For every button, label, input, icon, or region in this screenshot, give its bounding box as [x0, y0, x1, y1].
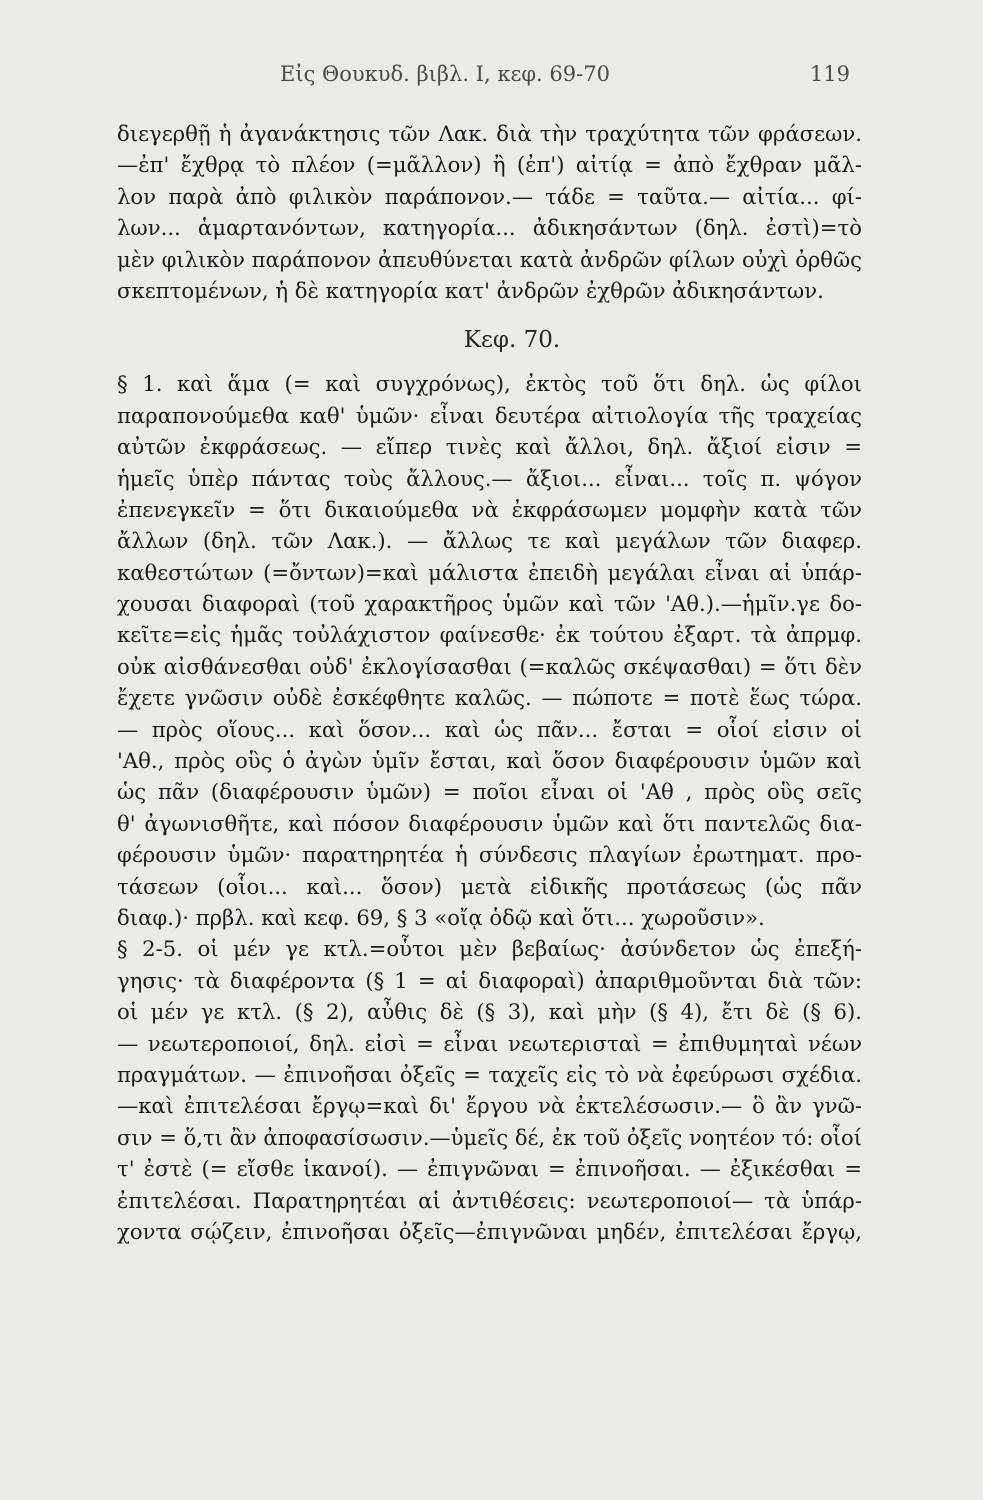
chapter-heading: Κεφ. 70. [463, 327, 561, 354]
text-line: — νεωτεροποιοί, δηλ. εἰσὶ = εἶναι νεωτερισταὶ = ἐπιθυμηταὶ νέων [117, 1030, 862, 1056]
text-line: γησις· τὰ διαφέροντα (§ 1 = αἱ διαφοραὶ) ἀπαριθμοῦνται διὰ τῶν: [117, 967, 862, 993]
text-line: ἔχετε γνῶσιν οὐδὲ ἐσκέφθητε καλῶς. — πώποτε = ποτὲ ἕως τώρα. [117, 685, 862, 711]
text-line: λων... ἁμαρτανόντων, κατηγορία... ἀδικησάντων (δηλ. ἐστὶ)=τὸ [117, 215, 862, 241]
text-line: τάσεων (οἷοι... καὶ... ὅσον) μετὰ εἰδικῆς προτάσεως (ὡς πᾶν [117, 873, 862, 899]
text-line: χουσαι διαφοραὶ (τοῦ χαρακτῆρος ὑμῶν καὶ τῶν 'Αθ.).—ἡμῖν.γε δο- [117, 591, 862, 617]
text-line: ἐπιτελέσαι. Παρατηρητέαι αἱ ἀντιθέσεις: νεωτεροποιοί— τὰ ὑπάρ- [117, 1187, 862, 1213]
text-line: ἐπενεγκεῖν = ὅτι δικαιούμεθα νὰ ἐκφράσωμεν μομφὴν κατὰ τῶν [117, 496, 862, 522]
text-line: § 2-5. οἱ μέν γε κτλ.=οὗτοι μὲν βεβαίως· ἀσύνδετον ὡς ἐπεξή- [117, 936, 862, 962]
text-line: μὲν φιλικὸν παράπονον ἀπευθύνεται κατὰ ἀνδρῶν φίλων οὐχὶ ὀρθῶς [117, 246, 862, 272]
intro-paragraph [117, 118, 862, 306]
text-line: πραγμάτων. — ἐπινοῆσαι ὀξεῖς = ταχεῖς εἰς τὸ νὰ ἐφεύρωσι σχέδια. [117, 1061, 862, 1087]
text-line: ἄλλων (δηλ. τῶν Λακ.). — ἄλλως τε καὶ μεγάλων τῶν διαφερ. [117, 528, 862, 554]
text-line: κεῖτε=εἰς ἡμᾶς τοὐλάχιστον φαίνεσθε· ἐκ τούτου ἐξαρτ. τὰ ἀπρμφ. [117, 622, 862, 648]
text-line: οἱ μέν γε κτλ. (§ 2), αὖθις δὲ (§ 3), καὶ μὴν (§ 4), ἔτι δὲ (§ 6). [117, 999, 862, 1025]
text-line: θ' ἀγωνισθῆτε, καὶ πόσον διαφέρουσιν ὑμῶν καὶ ὅτι παντελῶς δια- [117, 810, 862, 836]
text-line: ἡμεῖς ὑπὲρ πάντας τοὺς ἄλλους.— ἄξιοι... εἶναι... τοῖς π. ψόγον [117, 465, 862, 491]
text-line: φέρουσιν ὑμῶν· παρατηρητέα ἡ σύνδεσις πλαγίων ἐρωτηματ. προ- [117, 842, 862, 868]
text-line: λον παρὰ ἀπὸ φιλικὸν παράπονον.— τάδε = ταῦτα.— αἰτία... φί- [117, 183, 862, 209]
text-line: 'Αθ., πρὸς οὓς ὁ ἀγὼν ὑμῖν ἔσται, καὶ ὅσον διαφέρουσιν ὑμῶν καὶ [117, 748, 862, 774]
text-line: διεγερθῇ ἡ ἀγανάκτησις τῶν Λακ. διὰ τὴν τραχύτητα τῶν φράσεων. [117, 121, 862, 146]
commentary-body [117, 368, 862, 1247]
text-line: § 1. καὶ ἅμα (= καὶ συγχρόνως), ἐκτὸς τοῦ ὅτι δηλ. ὡς φίλοι [117, 371, 862, 397]
text-line: τ' ἐστὲ (= εἴσθε ἱκανοί). — ἐπιγνῶναι = ἐπινοῆσαι. — ἐξικέσθαι = [117, 1156, 862, 1182]
page-header [280, 62, 850, 92]
text-line: διαφ.)· πρβλ. καὶ κεφ. 69, § 3 «οἴᾳ ὁδῷ καὶ ὅτι... χωροῦσιν». [117, 904, 765, 930]
text-line: καθεστώτων (=ὄντων)=καὶ μάλιστα ἐπειδὴ μεγάλαι εἶναι αἱ ὑπάρ- [117, 559, 862, 585]
text-line: — πρὸς οἵους... καὶ ὅσον... καὶ ὡς πᾶν... ἔσται = οἷοί εἰσιν οἱ [117, 716, 862, 742]
text-line: οὐκ αἰσθάνεσθαι οὐδ' ἐκλογίσασθαι (=καλῶς σκέψασθαι) = ὅτι δὲν [117, 653, 862, 679]
text-line: αὐτῶν ἐκφράσεως. — εἴπερ τινὲς καὶ ἄλλοι, δηλ. ἄξιοί εἰσιν = [117, 434, 862, 460]
text-line: παραπονούμεθα καθ' ὑμῶν· εἶναι δευτέρα αἰτιολογία τῆς τραχείας [117, 402, 862, 428]
text-line: —καὶ ἐπιτελέσαι ἔργῳ=καὶ δι' ἔργου νὰ ἐκτελέσωσιν.— ὃ ἂν γνῶ- [117, 1093, 862, 1119]
text-line: σιν = ὅ,τι ἂν ἀποφασίσωσιν.—ὑμεῖς δέ, ἐκ τοῦ ὀξεῖς νοητέον τό: οἷοί [117, 1124, 862, 1150]
text-line: —ἐπ' ἔχθρᾳ τὸ πλέον (=μᾶλλον) ἢ (ἐπ') αἰτίᾳ = ἀπὸ ἔχθραν μᾶλ- [117, 152, 862, 178]
text-line: σκεπτομένων, ἡ δὲ κατηγορία κατ' ἀνδρῶν ἐχθρῶν ἀδικησάντων. [117, 277, 824, 303]
text-line: ὡς πᾶν (διαφέρουσιν ὑμῶν) = ποῖοι εἶναι οἱ 'Αθ , πρὸς οὓς σεῖς [117, 779, 862, 805]
page-number: 119 [809, 62, 850, 86]
text-line: χοντα σῴζειν, ἐπινοῆσαι ὀξεῖς—ἐπιγνῶναι μηδέν, ἐπιτελέσαι ἔργῳ, [117, 1218, 862, 1244]
page-body [117, 118, 862, 1247]
running-title: Εἰς Θουκυδ. βιβλ. Ι, κεφ. 69-70 [280, 62, 610, 86]
